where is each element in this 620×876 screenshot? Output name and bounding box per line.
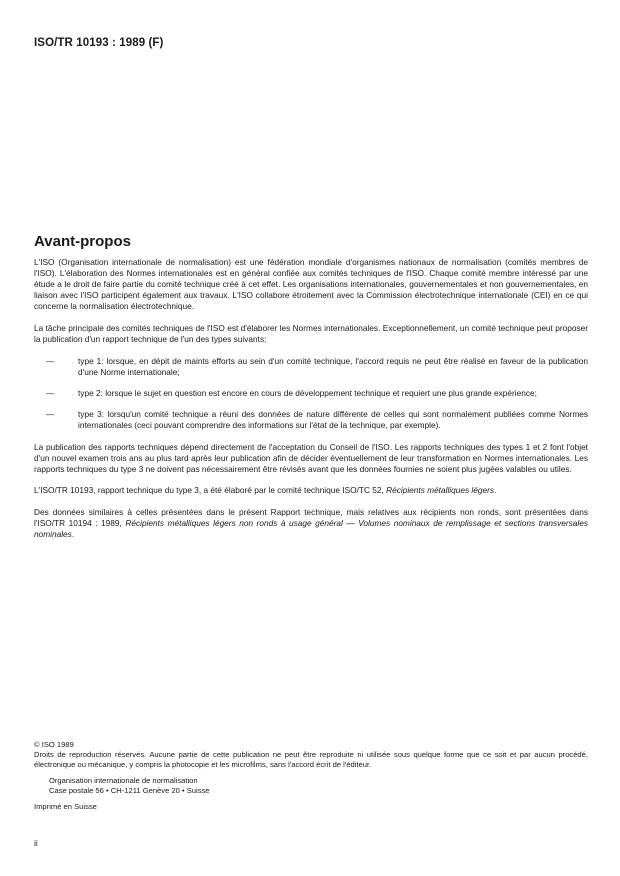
copyright-line: © ISO 1989 <box>34 740 74 749</box>
rights-notice: Droits de reproduction réservés. Aucune partie de cette publication ne peut être reproduite ni utilisée sous quelque forme que ce soit et par aucun procédé, électronique ou mécanique, y compris la photocopie et les microfilms, sans l'accord écrit de l'éditeur. <box>34 750 588 769</box>
page-number: ii <box>34 838 38 848</box>
list-item-text: type 2: lorsque le sujet en question est encore en cours de développement technique et requiert une plus grande expérience; <box>78 387 537 398</box>
postal-address: Case postale 56 • CH-1211 Genève 20 • Suisse <box>49 786 210 795</box>
elaboration-end: . <box>494 485 497 496</box>
similar-data-end: . <box>71 529 75 540</box>
document-id-header: ISO/TR 10193 : 1989 (F) <box>34 37 164 49</box>
section-title: Avant-propos <box>34 233 131 250</box>
similar-data-text: Des données similaires à celles présentées dans le présent Rapport technique, mais relatives aux récipients non ronds, sont présentées dans l'ISO/TR 10194 : 1989, <box>34 507 588 529</box>
list-item <box>46 409 588 431</box>
dash-marker: — <box>46 355 55 366</box>
copyright-footer <box>34 740 588 812</box>
organization-name: Organisation internationale de normalisation <box>49 776 198 785</box>
paragraph-iso-intro: L'ISO (Organisation internationale de normalisation) est une fédération mondiale d'organismes nationaux de normalisation (comités membres de l'ISO). L'élaboration des Normes internationales est en général confiée aux comités techniques de l'ISO. Chaque comité membre intéressé par une étude a le droit de faire partie du comité technique créé à cet effet. Les organisations internationales, gouvernementales et non gouvernementales, en liaison avec l'ISO participent également aux travaux. L'ISO collabore étroitement avec la Commission électrotechnique internationale (CEI) en ce qui concerne la normalisation électrotechnique. <box>34 257 588 312</box>
paragraph-technical-committees: La tâche principale des comités techniques de l'ISO est d'élaborer les Normes internationales. Exceptionnellement, un comité technique peut proposer la publication d'un rapport technique de l'un des types suivants: <box>34 322 588 345</box>
related-report-title: Récipients métalliques légers non ronds à usage général — Volumes nominaux de remplissage et sections transversales nominales <box>34 518 588 540</box>
paragraph-elaboration <box>34 485 588 496</box>
committee-title: Récipients métalliques légers <box>386 485 495 496</box>
publisher-address <box>49 776 588 796</box>
dash-marker: — <box>46 387 55 398</box>
elaboration-text: L'ISO/TR 10193, rapport technique du type 3, a été élaboré par le comité technique ISO/TC 52, <box>34 485 387 496</box>
paragraph-publication-rules: La publication des rapports techniques dépend directement de l'acceptation du Conseil de l'ISO. Les rapports techniques des types 1 et 2 font l'objet d'un nouvel examen trois ans au plus tard après leur publication afin de décider éventuellement de leur transformation en Normes internationales. Les rapports techniques du type 3 ne doivent pas nécessairement être révisés avant que les données fournies ne soient plus jugées valables ou utiles. <box>34 441 588 474</box>
list-item-text: type 1: lorsque, en dépit de maints efforts au sein d'un comité technique, l'accord requis ne peut être réalisé en faveur de la publication d'une Norme internationale; <box>78 355 588 377</box>
report-types-list <box>34 356 588 431</box>
list-item <box>46 388 588 399</box>
dash-marker: — <box>46 408 55 419</box>
list-item-text: type 3: lorsqu'un comité technique a réuni des données de nature différente de celles qui sont normalement publiées comme Normes internationales (ceci pouvant comprendre des informations sur l'état de la technique, par exemple). <box>78 408 588 431</box>
printed-in: Imprimé en Suisse <box>34 802 97 811</box>
paragraph-similar-data <box>34 507 588 540</box>
foreword-body <box>34 257 588 551</box>
list-item <box>46 356 588 378</box>
